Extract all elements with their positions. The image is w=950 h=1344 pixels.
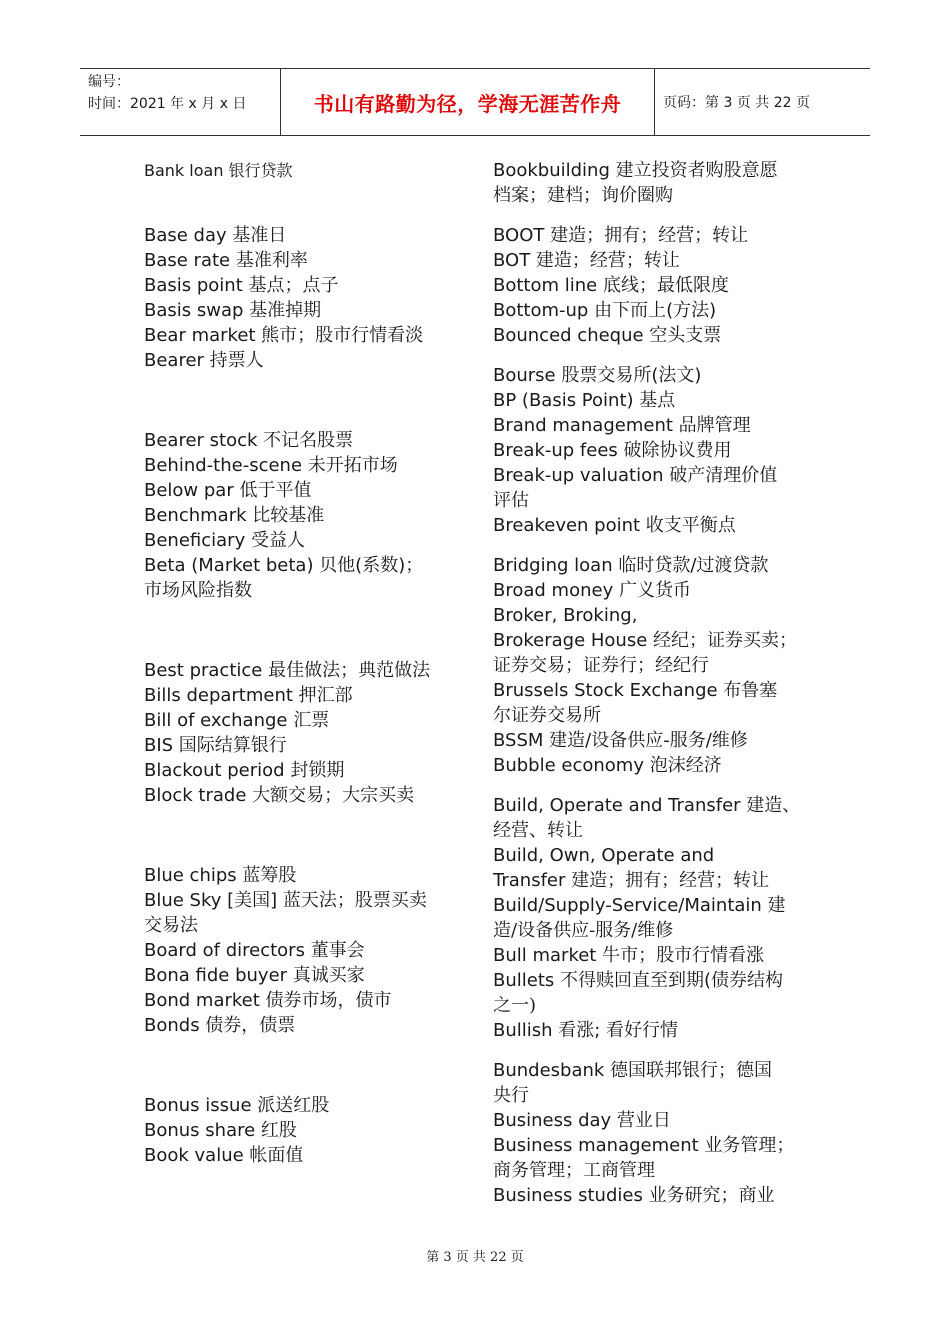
- glossary-entry: Bonus share 红股: [144, 1120, 297, 1141]
- glossary-entry: Business studies 业务研究；商业: [493, 1185, 775, 1206]
- glossary-entry: Bull market 牛市；股市行情看涨: [493, 945, 765, 966]
- glossary-entry: Benchmark 比较基准: [144, 505, 325, 526]
- glossary-entry: Basis swap 基准掉期: [144, 300, 322, 321]
- glossary-entry: Base rate 基准利率: [144, 250, 308, 271]
- glossary-entry: Brussels Stock Exchange 布鲁塞: [493, 680, 778, 701]
- glossary-entry: Bonds 债券，债票: [144, 1015, 296, 1036]
- glossary-entry: Build, Own, Operate and: [493, 845, 715, 866]
- glossary-entry: Brokerage House 经纪；证券买卖；: [493, 630, 798, 651]
- glossary-entry-continuation: 经营、转让: [493, 820, 583, 841]
- glossary-entry: Build/Supply-Service/Maintain 建: [493, 895, 786, 916]
- glossary-entry: Bubble economy 泡沫经济: [493, 755, 722, 776]
- glossary-entry: Break-up fees 破除协议费用: [493, 440, 732, 461]
- glossary-entry: Book value 帐面值: [144, 1145, 304, 1166]
- glossary-entry: BOT 建造；经营；转让: [493, 250, 680, 271]
- glossary-entry-continuation: 评估: [493, 490, 529, 511]
- glossary-entry: Block trade 大额交易；大宗买卖: [144, 785, 415, 806]
- header-page-number: 页码：第 3 页 共 22 页: [663, 95, 810, 111]
- glossary-entry: Bonus issue 派送红股: [144, 1095, 330, 1116]
- header-motto: 书山有路勤为径，学海无涯苦作舟: [281, 69, 655, 135]
- glossary-right-column: [493, 158, 828, 1208]
- glossary-entry: Bank loan 银行贷款: [144, 161, 293, 180]
- glossary-entry: Behind-the-scene 未开拓市场: [144, 455, 398, 476]
- glossary-entry: Bills department 押汇部: [144, 685, 353, 706]
- glossary-entry-continuation: 之一): [493, 995, 537, 1016]
- glossary-entry: Base day 基准日: [144, 225, 287, 246]
- glossary-entry: Bearer stock 不记名股票: [144, 430, 354, 451]
- glossary-entry: Breakeven point 收支平衡点: [493, 515, 736, 536]
- glossary-entry: Broad money 广义货币: [493, 580, 691, 601]
- glossary-entry-continuation: 造/设备供应-服务/维修: [493, 920, 674, 941]
- page-footer: 第 3 页 共 22 页: [426, 1250, 524, 1265]
- glossary-entry: Bridging loan 临时贷款/过渡贷款: [493, 555, 769, 576]
- glossary-entry: Beneficiary 受益人: [144, 530, 305, 551]
- glossary-entry: Board of directors 董事会: [144, 940, 365, 961]
- glossary-entry: Bullets 不得赎回直至到期(债券结构: [493, 970, 784, 991]
- glossary-entry: Beta (Market beta) 贝他(系数)；: [144, 555, 424, 576]
- glossary-entry: Build, Operate and Transfer 建造、: [493, 795, 801, 816]
- glossary-entry: Basis point 基点；点子: [144, 275, 339, 296]
- glossary-entry: Blue Sky [美国] 蓝天法；股票买卖: [144, 890, 427, 911]
- glossary-entry: Bundesbank 德国联邦银行；德国: [493, 1060, 773, 1081]
- glossary-entry-continuation: 档案；建档；询价圈购: [493, 185, 673, 206]
- glossary-entry-continuation: 商务管理；工商管理: [493, 1160, 655, 1181]
- glossary-entry: Bounced cheque 空头支票: [493, 325, 722, 346]
- glossary-entry-continuation: 央行: [493, 1085, 529, 1106]
- glossary-entry: Business management 业务管理；: [493, 1135, 795, 1156]
- glossary-entry: Blue chips 蓝筹股: [144, 865, 297, 886]
- header-meta: [80, 69, 281, 135]
- glossary-entry: Bottom-up 由下而上(方法): [493, 300, 717, 321]
- glossary-entry: Broker, Broking,: [493, 605, 638, 626]
- glossary-entry: BIS 国际结算银行: [144, 735, 287, 756]
- document-number-label: 编号：: [88, 74, 130, 90]
- glossary-entry: Bona fide buyer 真诚买家: [144, 965, 365, 986]
- document-date-label: 时间：2021 年 x 月 x 日: [88, 96, 247, 112]
- glossary-entry: Bookbuilding 建立投资者购股意愿: [493, 160, 778, 181]
- glossary-entry-continuation: 市场风险指数: [144, 580, 252, 601]
- glossary-entry: Bullish 看涨; 看好行情: [493, 1020, 679, 1041]
- glossary-entry: BSSM 建造/设备供应-服务/维修: [493, 730, 748, 751]
- glossary-entry: Bear market 熊市；股市行情看淡: [144, 325, 424, 346]
- glossary-entry: Transfer 建造；拥有；经营；转让: [493, 870, 770, 891]
- glossary-entry: BP (Basis Point) 基点: [493, 390, 676, 411]
- glossary-entry: Bottom line 底线；最低限度: [493, 275, 729, 296]
- page-header: [80, 68, 870, 136]
- glossary-entry: Blackout period 封锁期: [144, 760, 345, 781]
- glossary-entry: BOOT 建造；拥有；经营；转让: [493, 225, 749, 246]
- glossary-entry: Brand management 品牌管理: [493, 415, 751, 436]
- glossary-entry: Bourse 股票交易所(法文): [493, 365, 702, 386]
- glossary-entry-continuation: 尔证券交易所: [493, 705, 601, 726]
- glossary-entry: Bill of exchange 汇票: [144, 710, 330, 731]
- glossary-entry: Best practice 最佳做法；典范做法: [144, 660, 431, 681]
- glossary-left-column: [144, 158, 469, 1168]
- glossary-entry-continuation: 证券交易；证券行；经纪行: [493, 655, 709, 676]
- glossary-entry: Business day 营业日: [493, 1110, 671, 1131]
- glossary-entry: Bearer 持票人: [144, 350, 264, 371]
- glossary-entry: Bond market 债券市场，债市: [144, 990, 392, 1011]
- glossary-entry: Below par 低于平值: [144, 480, 312, 501]
- glossary-entry: Break-up valuation 破产清理价值: [493, 465, 778, 486]
- glossary-entry-continuation: 交易法: [144, 915, 198, 936]
